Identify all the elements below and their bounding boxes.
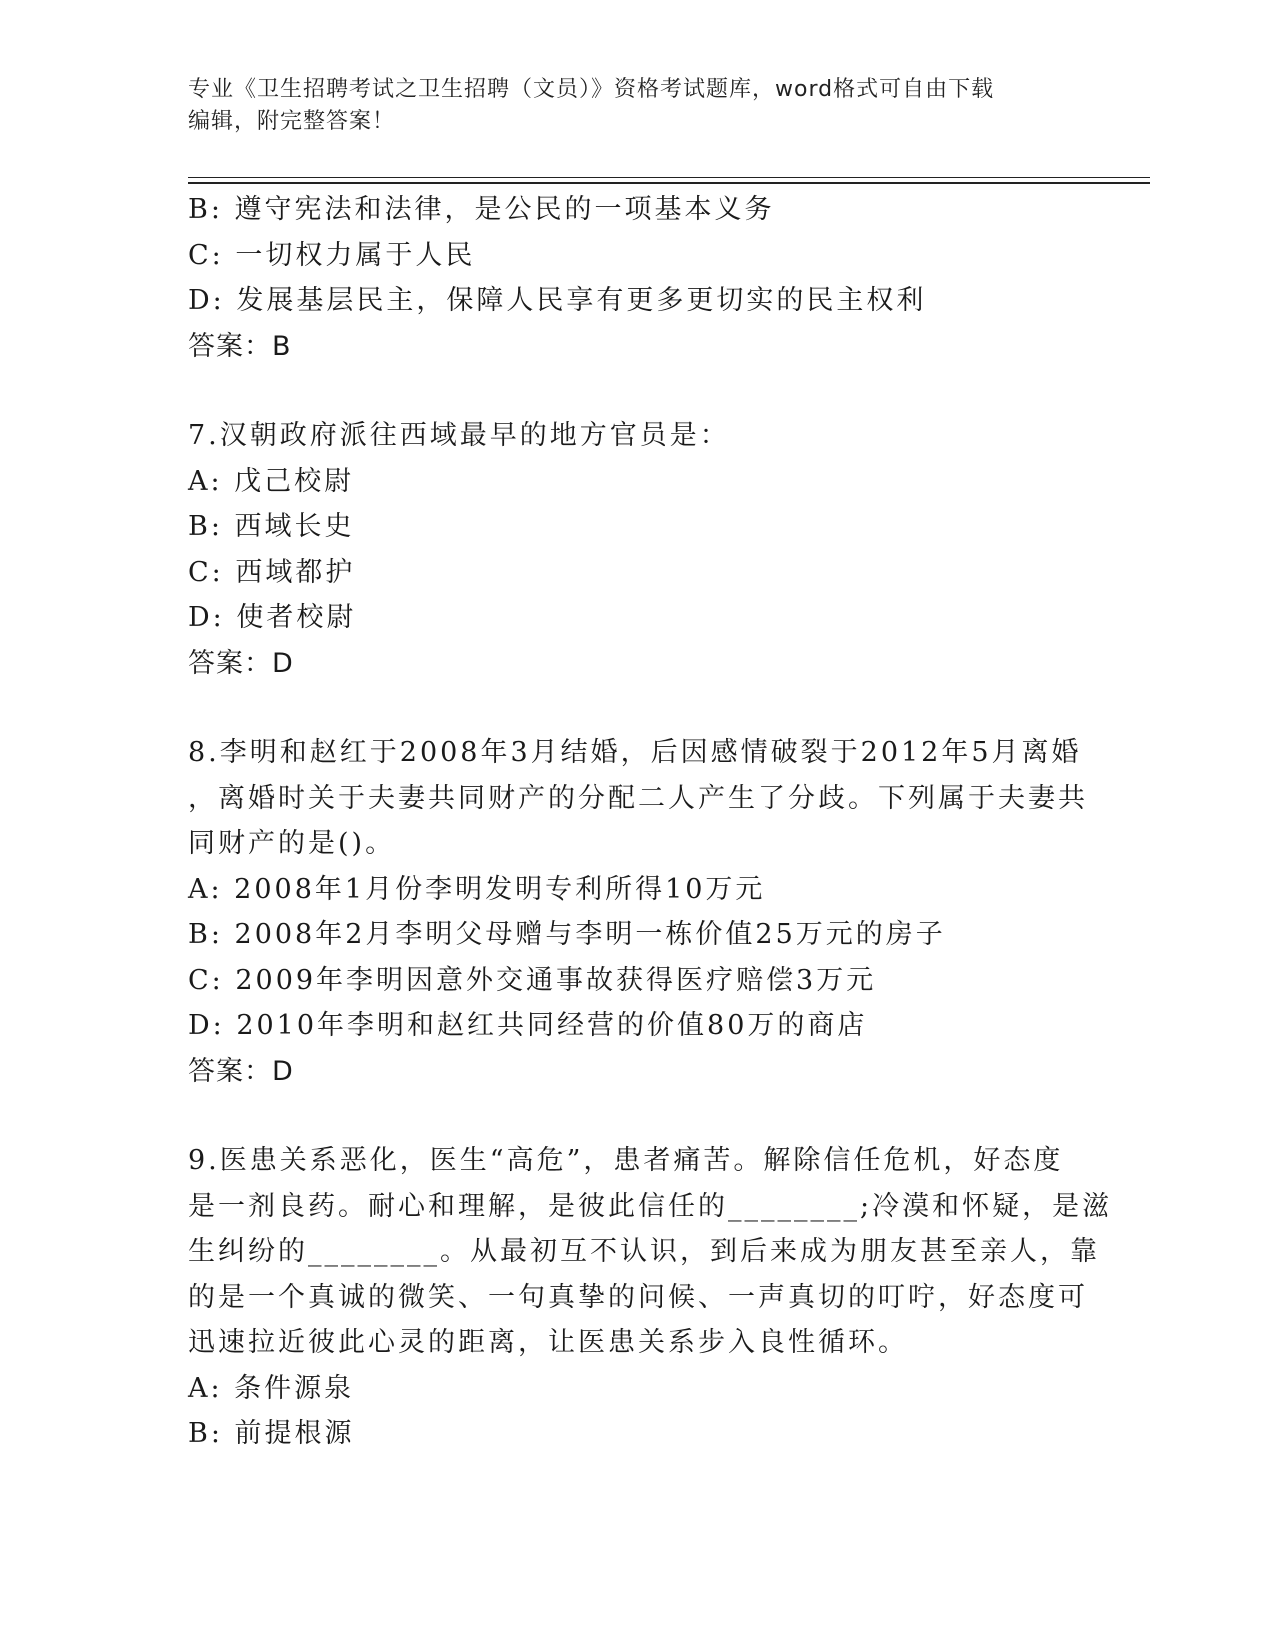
- option-b: B: 西域长史: [188, 511, 355, 542]
- header-line-2: 编辑，附完整答案！: [188, 109, 396, 134]
- question-text-line: 生纠纷的________。从最初互不认识，到后来成为朋友甚至亲人，靠: [188, 1236, 1100, 1267]
- document-header: [188, 74, 1088, 138]
- option-d: D: 2010年李明和赵红共同经营的价值80万的商店: [188, 1010, 868, 1041]
- question-text-line: 同财产的是()。: [188, 828, 396, 859]
- option-b: B: 遵守宪法和法律，是公民的一项基本义务: [188, 194, 775, 225]
- answer: 答案：D: [188, 647, 294, 679]
- option-c: C: 一切权力属于人民: [188, 239, 476, 271]
- option-a: A: 2008年1月份李明发明专利所得10万元: [188, 873, 766, 905]
- question-text: 7.汉朝政府派往西域最早的地方官员是：: [188, 420, 730, 451]
- option-b: B: 2008年2月李明父母赠与李明一栋价值25万元的房子: [188, 919, 946, 950]
- question-text-line: 9.医患关系恶化，医生“高危”，患者痛苦。解除信任危机，好态度: [188, 1145, 1064, 1176]
- option-a: A: 戊己校尉: [188, 465, 355, 497]
- option-a: A: 条件源泉: [188, 1372, 355, 1404]
- question-9: [188, 1138, 1113, 1457]
- question-text-line: 是一剂良药。耐心和理解，是彼此信任的________;冷漠和怀疑，是滋: [188, 1190, 1113, 1222]
- question-text-line: 的是一个真诚的微笑、一句真挚的问候、一声真切的叮咛，好态度可: [188, 1281, 1088, 1313]
- header-rule-thick: [188, 182, 1150, 184]
- question-6: [188, 187, 1088, 369]
- question-text-line: ，离婚时关于夫妻共同财产的分配二人产生了分歧。下列属于夫妻共: [188, 782, 1088, 814]
- option-c: C: 西域都护: [188, 556, 356, 588]
- header-rule-thin: [188, 177, 1150, 178]
- answer: 答案：D: [188, 1055, 294, 1087]
- question-list: [188, 187, 1113, 1457]
- question-8: [188, 730, 1088, 1094]
- option-d: D: 使者校尉: [188, 602, 357, 633]
- answer: 答案：B: [188, 330, 292, 362]
- option-c: C: 2009年李明因意外交通事故获得医疗赔偿3万元: [188, 964, 877, 996]
- question-text-line: 迅速拉近彼此心灵的距离，让医患关系步入良性循环。: [188, 1327, 908, 1358]
- question-7: [188, 413, 1088, 686]
- header-line-1: 专业《卫生招聘考试之卫生招聘（文员）》资格考试题库，word格式可自由下载: [188, 77, 995, 102]
- option-d: D: 发展基层民主，保障人民享有更多更切实的民主权利: [188, 285, 927, 316]
- option-b: B: 前提根源: [188, 1418, 355, 1449]
- question-text-line: 8.李明和赵红于2008年3月结婚，后因感情破裂于2012年5月离婚: [188, 737, 1082, 768]
